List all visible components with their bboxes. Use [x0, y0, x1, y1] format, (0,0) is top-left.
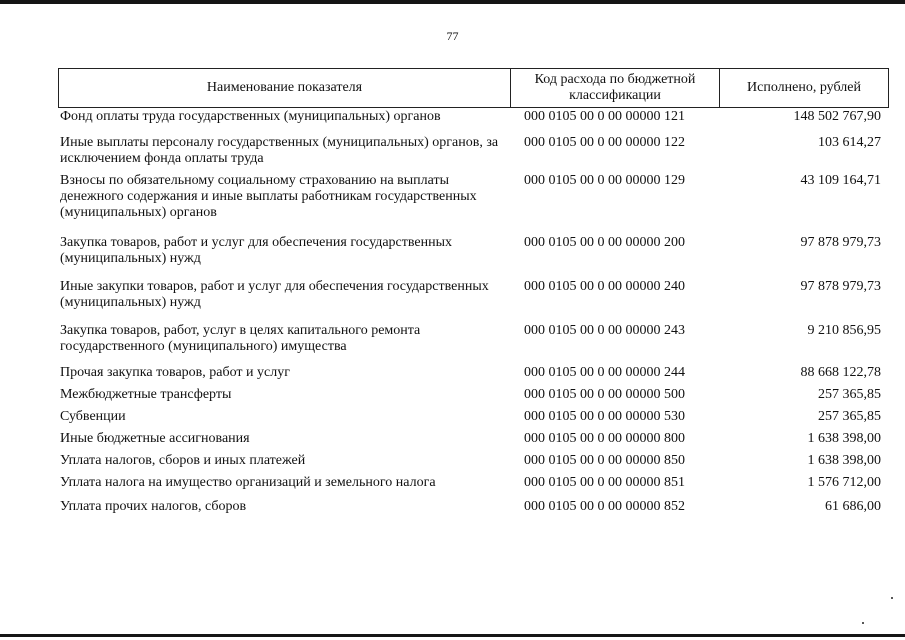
row-executed: 9 210 856,95 [807, 323, 881, 338]
row-name: Закупка товаров, работ, услуг в целях капитального ремонта государственного (муниципального) имущества [60, 323, 421, 354]
table-header [58, 68, 889, 108]
table-row [58, 387, 889, 409]
table-row [58, 323, 889, 365]
row-name: Взносы по обязательному социальному страхованию на выплаты денежного содержания и иные выплаты работникам государственных (муниципальных) органов [60, 173, 477, 220]
table-row [58, 131, 889, 173]
row-executed: 257 365,85 [818, 387, 881, 402]
row-code: 000 0105 00 0 00 00000 122 [524, 135, 685, 150]
row-code: 000 0105 00 0 00 00000 800 [524, 431, 685, 446]
row-executed: 148 502 767,90 [793, 109, 881, 124]
table-row [58, 431, 889, 453]
row-code: 000 0105 00 0 00 00000 851 [524, 475, 685, 490]
table-row [58, 173, 889, 235]
row-code: 000 0105 00 0 00 00000 129 [524, 173, 685, 188]
row-code: 000 0105 00 0 00 00000 240 [524, 279, 685, 294]
row-executed: 257 365,85 [818, 409, 881, 424]
table-row [58, 409, 889, 431]
table-row [58, 365, 889, 387]
row-code: 000 0105 00 0 00 00000 530 [524, 409, 685, 424]
row-name: Межбюджетные трансферты [60, 387, 232, 402]
page-edge-bottom [0, 634, 905, 637]
row-name: Прочая закупка товаров, работ и услуг [60, 365, 290, 380]
header-executed: Исполнено, рублей [747, 80, 861, 95]
table-row [58, 475, 889, 499]
row-name: Уплата налога на имущество организаций и земельного налога [60, 475, 436, 490]
row-name: Уплата прочих налогов, сборов [60, 499, 247, 514]
row-code: 000 0105 00 0 00 00000 200 [524, 235, 685, 250]
row-name: Уплата налогов, сборов и иных платежей [60, 453, 306, 468]
row-executed: 1 638 398,00 [807, 453, 881, 468]
scan-speck [862, 622, 864, 624]
header-code: Код расхода по бюджетной классификации [510, 69, 720, 107]
row-name: Иные выплаты персоналу государственных (муниципальных) органов, за исключением фонда оплаты труда [60, 135, 499, 166]
row-executed: 61 686,00 [825, 499, 881, 514]
row-code: 000 0105 00 0 00 00000 500 [524, 387, 685, 402]
row-code: 000 0105 00 0 00 00000 850 [524, 453, 685, 468]
row-executed: 103 614,27 [818, 135, 881, 150]
row-code: 000 0105 00 0 00 00000 244 [524, 365, 685, 380]
row-name: Закупка товаров, работ и услуг для обеспечения государственных (муниципальных) нужд [60, 235, 453, 266]
table-body [58, 109, 889, 521]
row-executed: 43 109 164,71 [800, 173, 881, 188]
table-row [58, 235, 889, 279]
row-name: Иные закупки товаров, работ и услуг для обеспечения государственных (муниципальных) нужд [60, 279, 489, 310]
row-code: 000 0105 00 0 00 00000 243 [524, 323, 685, 338]
row-executed: 97 878 979,73 [800, 279, 881, 294]
row-executed: 1 576 712,00 [807, 475, 881, 490]
table-row [58, 499, 889, 521]
scan-speck [891, 597, 893, 599]
row-executed: 1 638 398,00 [807, 431, 881, 446]
page-number: 77 [446, 29, 459, 43]
page-edge-top [0, 0, 905, 4]
row-executed: 97 878 979,73 [800, 235, 881, 250]
header-name: Наименование показателя [206, 80, 363, 95]
row-code: 000 0105 00 0 00 00000 852 [524, 499, 685, 514]
table-row [58, 453, 889, 475]
row-code: 000 0105 00 0 00 00000 121 [524, 109, 685, 124]
row-executed: 88 668 122,78 [800, 365, 881, 380]
row-name: Фонд оплаты труда государственных (муниципальных) органов [60, 109, 441, 124]
row-name: Субвенции [60, 409, 126, 424]
row-name: Иные бюджетные ассигнования [60, 431, 250, 446]
table-row [58, 279, 889, 323]
table-row [58, 109, 889, 131]
